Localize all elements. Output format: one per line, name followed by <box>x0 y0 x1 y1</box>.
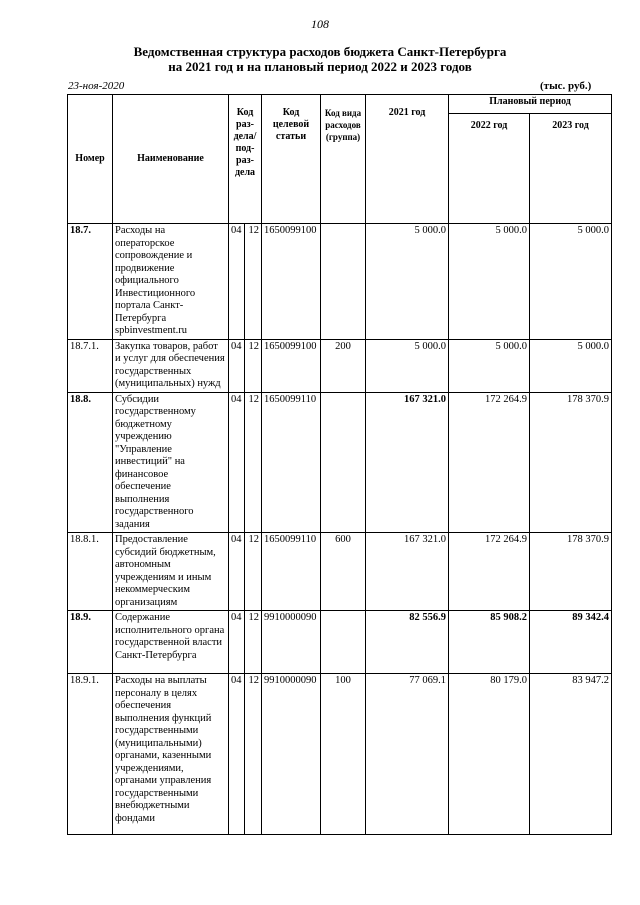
row-target: 9910000090 <box>262 611 321 674</box>
row-target: 1650099110 <box>262 533 321 611</box>
row-2022: 172 264.9 <box>449 533 530 611</box>
row-2021: 5 000.0 <box>366 224 449 340</box>
row-2021: 167 321.0 <box>366 533 449 611</box>
header-plan-period: Плановый период <box>449 95 612 114</box>
table-row <box>68 224 612 340</box>
header-section: Код раз-дела/ под-раз-дела <box>229 95 262 224</box>
row-type <box>321 392 366 533</box>
document-title <box>0 44 640 74</box>
row-2023: 5 000.0 <box>530 224 612 340</box>
header-target: Код целевой статьи <box>262 95 321 224</box>
title-line-2: на 2021 год и на плановый период 2022 и 2023 годов <box>168 59 472 74</box>
row-type: 100 <box>321 674 366 835</box>
row-type: 600 <box>321 533 366 611</box>
header-type: Код вида расходов (группа) <box>321 95 366 224</box>
table-row <box>68 392 612 533</box>
row-name: Предоставление субсидий бюджетным, автономным учреждениям и иным некоммерческим организациям <box>113 533 229 611</box>
row-name: Содержание исполнительного органа государственной власти Санкт-Петербурга <box>113 611 229 674</box>
header-2023: 2023 год <box>530 114 612 224</box>
row-2021: 82 556.9 <box>366 611 449 674</box>
row-target: 1650099100 <box>262 224 321 340</box>
row-2021: 167 321.0 <box>366 392 449 533</box>
row-section: 04 <box>229 392 245 533</box>
row-2022: 80 179.0 <box>449 674 530 835</box>
row-type <box>321 611 366 674</box>
row-2023: 178 370.9 <box>530 392 612 533</box>
row-2023: 89 342.4 <box>530 611 612 674</box>
header-name: Наименование <box>113 95 229 224</box>
row-name: Расходы на выплаты персоналу в целях обеспечения выполнения функций государственными (муниципальными) органами, казенными учреждениями, органами управления государственными внебюджетными фондами <box>113 674 229 835</box>
row-subsection: 12 <box>245 533 262 611</box>
row-section: 04 <box>229 339 245 392</box>
row-target: 1650099100 <box>262 339 321 392</box>
row-type <box>321 224 366 340</box>
row-name: Субсидии государственному бюджетному учреждению "Управление инвестиций" на финансовое обеспечение выполнения государственного задания <box>113 392 229 533</box>
row-number: 18.7. <box>68 224 113 340</box>
row-type: 200 <box>321 339 366 392</box>
row-section: 04 <box>229 611 245 674</box>
row-name: Закупка товаров, работ и услуг для обеспечения государственных (муниципальных) нужд <box>113 339 229 392</box>
title-line-1: Ведомственная структура расходов бюджета Санкт-Петербурга <box>133 44 507 59</box>
row-2022: 85 908.2 <box>449 611 530 674</box>
header-2022: 2022 год <box>449 114 530 224</box>
row-section: 04 <box>229 533 245 611</box>
row-2022: 5 000.0 <box>449 224 530 340</box>
row-number: 18.7.1. <box>68 339 113 392</box>
row-subsection: 12 <box>245 392 262 533</box>
document-date: 23-ноя-2020 <box>68 80 125 92</box>
row-section: 04 <box>229 224 245 340</box>
page-number: 108 <box>311 17 329 31</box>
row-name: Расходы на операторское сопровождение и продвижение официального Инвестиционного портала Санкт-Петербурга spbinvestment.ru <box>113 224 229 340</box>
header-2021: 2021 год <box>366 95 449 224</box>
row-target: 9910000090 <box>262 674 321 835</box>
row-target: 1650099110 <box>262 392 321 533</box>
header-number: Номер <box>68 95 113 224</box>
row-subsection: 12 <box>245 339 262 392</box>
table-row <box>68 611 612 674</box>
row-2023: 178 370.9 <box>530 533 612 611</box>
row-subsection: 12 <box>245 224 262 340</box>
table-row <box>68 674 612 835</box>
budget-table <box>67 94 612 835</box>
table-row <box>68 533 612 611</box>
row-2023: 5 000.0 <box>530 339 612 392</box>
row-section: 04 <box>229 674 245 835</box>
row-subsection: 12 <box>245 674 262 835</box>
row-subsection: 12 <box>245 611 262 674</box>
row-2021: 77 069.1 <box>366 674 449 835</box>
row-2023: 83 947.2 <box>530 674 612 835</box>
row-number: 18.8. <box>68 392 113 533</box>
units-label: (тыс. руб.) <box>540 80 592 92</box>
row-2022: 172 264.9 <box>449 392 530 533</box>
table-row <box>68 339 612 392</box>
row-number: 18.9. <box>68 611 113 674</box>
row-2022: 5 000.0 <box>449 339 530 392</box>
row-2021: 5 000.0 <box>366 339 449 392</box>
row-number: 18.8.1. <box>68 533 113 611</box>
row-number: 18.9.1. <box>68 674 113 835</box>
